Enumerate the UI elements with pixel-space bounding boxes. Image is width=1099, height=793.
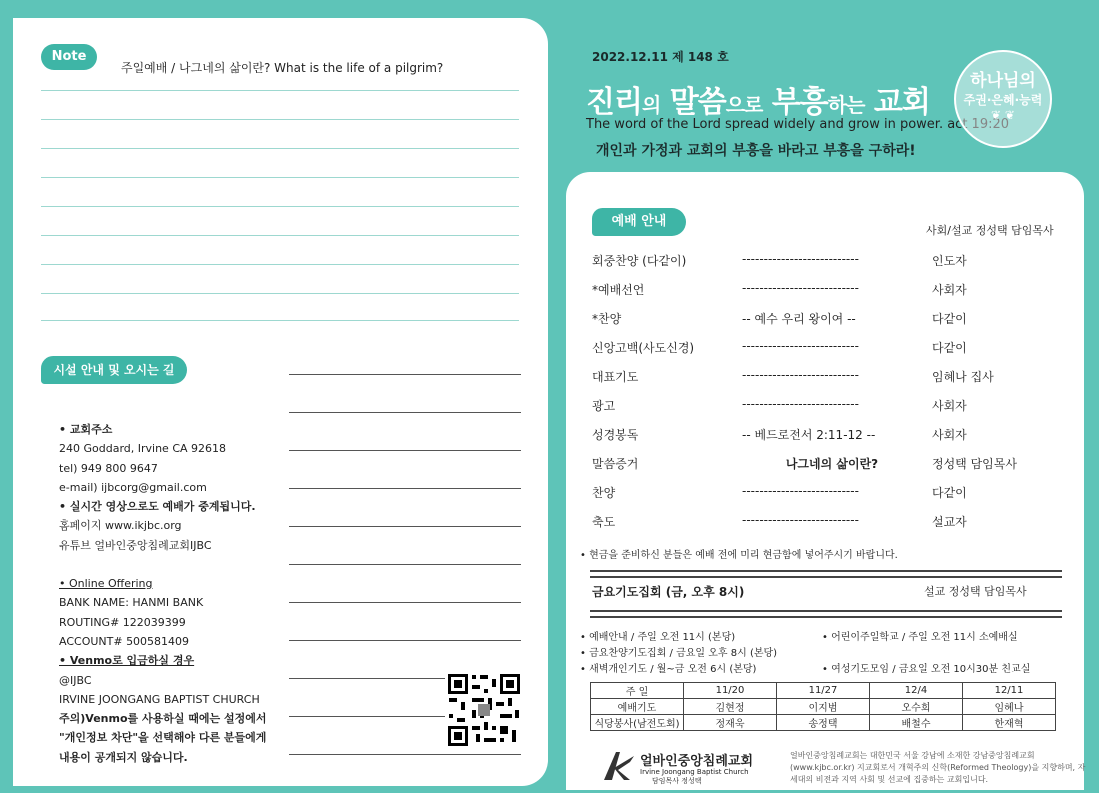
service-row xyxy=(592,339,1072,359)
facility-info xyxy=(59,420,267,767)
service-detail: -- 베드로전서 2:11-12 -- xyxy=(742,428,876,442)
service-row xyxy=(592,455,1072,475)
title-part: 교회 xyxy=(873,85,930,120)
note-line xyxy=(41,206,519,207)
facility-line: • 교회주소 xyxy=(59,423,113,436)
service-item: 찬양 xyxy=(592,486,616,500)
title-part: 의 xyxy=(641,93,661,117)
service-leader: 사회자 xyxy=(932,399,967,413)
church-name-english: Irvine Joongang Baptist Church xyxy=(640,768,749,776)
service-leader: 정성택 담임목사 xyxy=(932,457,1017,471)
service-row xyxy=(592,310,1072,330)
emblem-seal xyxy=(954,50,1052,148)
note-title: 주일예배 / 나그네의 삶이란? What is the life of a pilgrim? xyxy=(121,61,444,75)
note-badge: Note xyxy=(41,44,97,70)
table-cell: 김현정 xyxy=(684,699,777,715)
table-cell: 오수희 xyxy=(870,699,963,715)
facility-line: 홈페이지 www.ikjbc.org xyxy=(59,519,182,533)
church-logo-icon xyxy=(600,748,636,784)
facility-line: @IJBC xyxy=(59,673,92,687)
main-title xyxy=(586,77,930,121)
facility-line: ACCOUNT# 500581409 xyxy=(59,634,190,648)
note-line xyxy=(41,320,519,321)
note-line xyxy=(41,177,519,178)
service-row xyxy=(592,397,1072,417)
facility-line: 유튜브 얼바인중앙침례교회IJBC xyxy=(59,538,212,552)
seal-top: 하나님의 xyxy=(970,71,1036,91)
title-part: 부흥 xyxy=(771,85,828,120)
table-cell: 배철수 xyxy=(870,715,963,731)
offering-notice: • 현금을 준비하신 분들은 예배 전에 미리 현금함에 넣어주시기 바랍니다. xyxy=(580,550,898,561)
service-row xyxy=(592,252,1072,272)
service-detail: --------------------------- xyxy=(742,513,859,527)
service-item: 신앙고백(사도신경) xyxy=(592,341,695,355)
table-row xyxy=(591,683,1056,699)
service-detail: --------------------------- xyxy=(742,252,859,266)
title-part: 진리 xyxy=(586,85,642,120)
fill-line xyxy=(289,412,521,413)
church-description: 얼바인중앙침례교회는 대한민국 서울 강남에 소재한 강남중앙침례교회(www.kjbc.or.kr) 지교회로서 개혁주의 신학(Reformed Theology)을 지향하며, 자세대의 비전과 지역 사회 및 선교에 집중하는 교회입니다. xyxy=(790,751,1086,784)
facility-line: BANK NAME: HANMI BANK xyxy=(59,596,204,610)
note-line xyxy=(41,235,519,236)
schedule-right xyxy=(822,630,1030,678)
schedule-item: • 예배안내 / 주일 오전 11시 (본당) xyxy=(580,632,736,643)
double-rule xyxy=(590,570,1062,578)
service-item: *예배선언 xyxy=(592,283,645,297)
friday-preacher: 설교 정성택 담임목사 xyxy=(924,585,1027,598)
duty-table xyxy=(590,682,1056,731)
service-row xyxy=(592,281,1072,301)
fill-line xyxy=(289,450,521,451)
facility-line: 240 Goddard, Irvine CA 92618 xyxy=(59,442,227,456)
service-host: 사회/설교 정성택 담임목사 xyxy=(926,224,1054,237)
church-name: 얼바인중앙침례교회 xyxy=(640,754,754,769)
service-leader: 다같이 xyxy=(932,486,967,500)
service-leader: 임혜나 집사 xyxy=(932,370,994,384)
table-cell: 12/4 xyxy=(870,683,963,699)
note-line xyxy=(41,90,519,91)
title-part: 하는 xyxy=(827,93,865,117)
table-cell: 예배기도 xyxy=(591,699,684,715)
laurel-icon: ❦ ❦ xyxy=(991,108,1015,122)
facility-badge: 시설 안내 및 오시는 길 xyxy=(41,356,187,384)
service-leader: 설교자 xyxy=(932,515,967,529)
table-cell: 한재혁 xyxy=(963,715,1056,731)
service-detail: --------------------------- xyxy=(742,484,859,498)
facility-line: • 실시간 영상으로도 예배가 중계됩니다. xyxy=(59,500,256,514)
service-leader: 사회자 xyxy=(932,283,967,297)
friday-title: 금요기도집회 (금, 오후 8시) xyxy=(592,585,745,599)
service-badge: 예배 안내 xyxy=(592,208,686,236)
schedule-item: • 어린이주일학교 / 주일 오전 11시 소예배실 xyxy=(822,632,1018,643)
facility-line: "개인정보 차단"을 선택해야 다른 분들에게 xyxy=(59,731,267,745)
service-row xyxy=(592,426,1072,446)
fill-line xyxy=(289,526,521,527)
facility-line: 내용이 공개되지 않습니다. xyxy=(59,750,188,764)
table-cell: 식당봉사(남전도회) xyxy=(591,715,684,731)
table-cell: 임혜나 xyxy=(963,699,1056,715)
note-line xyxy=(41,119,519,120)
service-leader: 다같이 xyxy=(932,341,967,355)
note-line xyxy=(41,264,519,265)
fill-line xyxy=(289,488,521,489)
table-cell: 11/20 xyxy=(684,683,777,699)
table-cell: 12/11 xyxy=(963,683,1056,699)
service-detail: 나그네의 삶이란? xyxy=(785,457,879,471)
service-leader: 사회자 xyxy=(932,428,967,442)
qr-code[interactable] xyxy=(445,671,523,749)
double-rule xyxy=(590,610,1062,618)
facility-line: 주의)Venmo를 사용하실 때에는 설정에서 xyxy=(59,712,267,726)
issue-number: 2022.12.11 제 148 호 xyxy=(592,50,729,64)
church-pastor: 담임목사 정성택 xyxy=(652,777,702,785)
fill-line xyxy=(289,754,521,755)
verse-english: The word of the Lord spread widely and grow in power. act 19:20 xyxy=(586,117,1010,132)
facility-line: e-mail) ijbcorg@gmail.com xyxy=(59,480,207,494)
title-part: 말씀 xyxy=(669,85,726,120)
facility-line: IRVINE JOONGANG BAPTIST CHURCH xyxy=(59,692,260,706)
facility-line: • Online Offering xyxy=(59,577,153,591)
service-leader: 다같이 xyxy=(932,312,967,326)
service-item: 회중찬양 (다같이) xyxy=(592,254,687,268)
service-card xyxy=(566,172,1084,790)
table-row xyxy=(591,715,1056,731)
table-cell: 11/27 xyxy=(777,683,870,699)
service-detail: --------------------------- xyxy=(742,339,859,353)
slogan: 개인과 가정과 교회의 부흥을 바라고 부흥을 구하라! xyxy=(596,143,916,159)
note-line xyxy=(41,293,519,294)
table-cell: 정재욱 xyxy=(684,715,777,731)
fill-line xyxy=(289,374,521,375)
schedule-item xyxy=(822,646,1030,662)
facility-line xyxy=(59,555,267,574)
schedule-item: • 금요찬양기도집회 / 금요일 오후 8시 (본당) xyxy=(580,648,778,659)
service-detail: --------------------------- xyxy=(742,368,859,382)
table-row xyxy=(591,699,1056,715)
service-item: 말씀증거 xyxy=(592,457,639,471)
left-panel xyxy=(13,18,548,786)
schedule-left xyxy=(580,630,777,678)
service-row xyxy=(592,484,1072,504)
note-line xyxy=(41,148,519,149)
seal-bottom: 주권·은혜·능력 xyxy=(963,93,1043,107)
fill-line xyxy=(289,602,521,603)
service-item: 광고 xyxy=(592,399,616,413)
facility-line: • Venmo로 입금하실 경우 xyxy=(59,654,195,668)
schedule-item: • 새벽개인기도 / 월~금 오전 6시 (본당) xyxy=(580,664,757,675)
service-item: 대표기도 xyxy=(592,370,639,384)
fill-line xyxy=(289,640,521,641)
service-row xyxy=(592,368,1072,388)
schedule-item: • 여성기도모임 / 금요일 오전 10시30분 친교실 xyxy=(822,664,1031,675)
right-panel xyxy=(546,0,1099,793)
service-item: 성경봉독 xyxy=(592,428,639,442)
facility-line: ROUTING# 122039399 xyxy=(59,615,186,629)
table-cell: 이지범 xyxy=(777,699,870,715)
service-leader: 인도자 xyxy=(932,254,967,268)
service-item: *찬양 xyxy=(592,312,622,326)
service-detail: --------------------------- xyxy=(742,281,859,295)
fill-line xyxy=(289,564,521,565)
facility-line: tel) 949 800 9647 xyxy=(59,461,158,475)
table-cell: 주 일 xyxy=(591,683,684,699)
qr-code-icon xyxy=(445,671,523,749)
service-row xyxy=(592,513,1072,533)
title-part: 으로 xyxy=(725,93,763,117)
service-item: 축도 xyxy=(592,515,616,529)
table-cell: 송정택 xyxy=(777,715,870,731)
service-detail: --------------------------- xyxy=(742,397,859,411)
service-detail: -- 예수 우리 왕이여 -- xyxy=(742,312,856,326)
